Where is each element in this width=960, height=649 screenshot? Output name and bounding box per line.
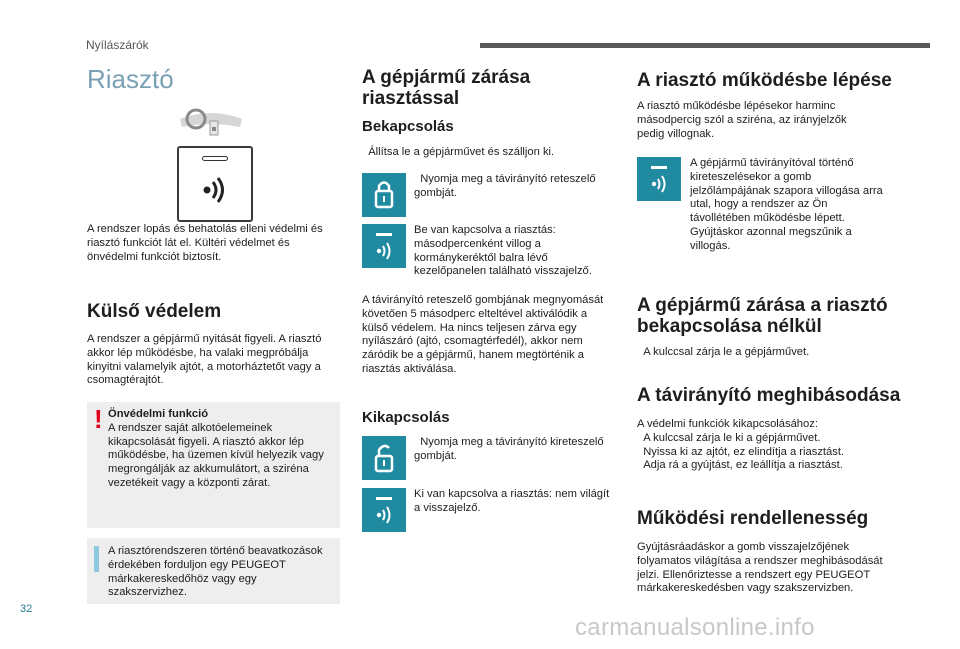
unlock-button-icon	[362, 436, 406, 480]
riaszto-mukodesbe-heading: A riasztó működésbe lépése	[637, 70, 892, 91]
info-panel	[87, 538, 340, 604]
list-item: A kulccsal zárja le ki a gépjárművet.	[643, 431, 821, 444]
step-lock-button: Nyomja meg a távirányító reteszelő gombját.	[414, 173, 596, 199]
alarm-triggered-icon	[637, 157, 681, 201]
bekapcsolas-heading: Bekapcsolás	[362, 118, 454, 135]
alarm-indicator-on-icon	[362, 224, 406, 268]
kikapcsolas-heading: Kikapcsolás	[362, 409, 450, 426]
info-icon	[94, 546, 99, 572]
riaszto-mukodesbe-text: A riasztó működésbe lépésekor harminc másodpercig szól a sziréna, az irányjelzők pedig villognak.	[637, 100, 847, 140]
signal-icon	[199, 174, 233, 206]
warning-panel	[87, 402, 340, 528]
lock-button-icon	[362, 173, 406, 217]
activation-paragraph: A távirányító reteszelő gombjának megnyomását követően 5 másodperc elteltével aktiválódik a külső védelem. Ha nincs teljesen zárva egy nyílászáró (ajtó, csomagtérfedél), akkor nem záródik be a gépjármű, hanem megtörténik a riasztás aktiválása.	[362, 294, 604, 375]
dashboard-icon	[176, 103, 246, 139]
warning-icon: !	[94, 404, 103, 434]
step-alarm-off: Ki van kapcsolva a riasztás: nem világít a visszajelző.	[414, 488, 610, 514]
mukodesi-rendellenesseg-heading: Működési rendellenesség	[637, 508, 869, 529]
section-label: Nyílászárók	[86, 38, 149, 52]
kulso-vedelem-heading: Külső védelem	[87, 301, 222, 322]
step-alarm-on: Be van kapcsolva a riasztás: másodpercenként villog a kormánykeréktől balra lévő kezelőpanelen található visszajelző.	[414, 224, 592, 278]
alarm-indicator-off-icon	[362, 488, 406, 532]
meghibasodas-text: A védelmi funkciók kikapcsolásához: A kulccsal zárja le ki a gépjárművet. Nyissa ki az ajtót, ez elindítja a riasztást. Adja rá a gyújtást, ez leállítja a riasztást.	[637, 418, 907, 473]
alarm-button-illustration	[177, 146, 253, 222]
kulso-vedelem-text: A rendszer a gépjármű nyitását figyeli. A riasztó akkor lép működésbe, ha valaki megpróbálja kinyitni valamelyik ajtót, a motorháztetőt vagy a csomagtérajtót.	[87, 333, 322, 387]
warning-text: A rendszer saját alkotóelemeinek kikapcsolását figyeli. A riasztó akkor lép működésbe, ha üzemen kívül helyezik vagy megrongálják az akkumulátort, a sziréna vezetékeit vagy a központi zárat.	[108, 421, 324, 489]
header-bar	[480, 43, 930, 48]
zarasa-riasztassal-heading: A gépjármű zárása riasztással	[362, 67, 531, 109]
page-title: Riasztó	[87, 64, 174, 94]
rendellenesseg-text: Gyújtásráadáskor a gomb visszajelzőjének folyamatos világítása a rendszer meghibásodását jelzi. Ellenőriztesse a rendszert egy PEUGEOT márkakereskedésben vagy szakszervizben.	[637, 541, 883, 595]
list-item: Nyissa ki az ajtót, ez elindítja a riasztást.	[643, 445, 845, 458]
intro-text: A rendszer lopás és behatolás elleni védelmi és riasztó funkciót lát el. Kültéri védelmet és önvédelmi funkciót biztosít.	[87, 223, 323, 263]
info-text: A riasztórendszeren történő beavatkozások érdekében forduljon egy PEUGEOT márkakereskedőhöz vagy egy szakszervizhez.	[108, 545, 323, 599]
watermark: carmanualsonline.info	[575, 614, 815, 641]
step-stop-vehicle: Állítsa le a gépjárművet és szálljon ki.	[368, 146, 555, 158]
triggered-remote-text: A gépjármű távirányítóval történő kireteszelésekor a gomb jelzőlámpájának szapora villogása arra utal, hogy a rendszer az Ön távollétében működésbe lépett. Gyújtáskor azonnal megszűnik a villogás.	[690, 157, 883, 252]
list-item: Adja rá a gyújtást, ez leállítja a riasztást.	[643, 459, 843, 472]
taviranyito-meghibasodasa-heading: A távirányító meghibásodása	[637, 385, 901, 406]
step-key-lock: A kulccsal zárja le a gépjárművet.	[643, 346, 810, 358]
warning-title: Önvédelmi funkció	[108, 408, 209, 420]
page-number: 32	[20, 603, 33, 615]
zarasa-riaszto-nelkul-heading: A gépjármű zárása a riasztó bekapcsolása nélkül	[637, 295, 888, 337]
step-unlock-button: Nyomja meg a távirányító kireteszelő gombját.	[414, 436, 604, 462]
